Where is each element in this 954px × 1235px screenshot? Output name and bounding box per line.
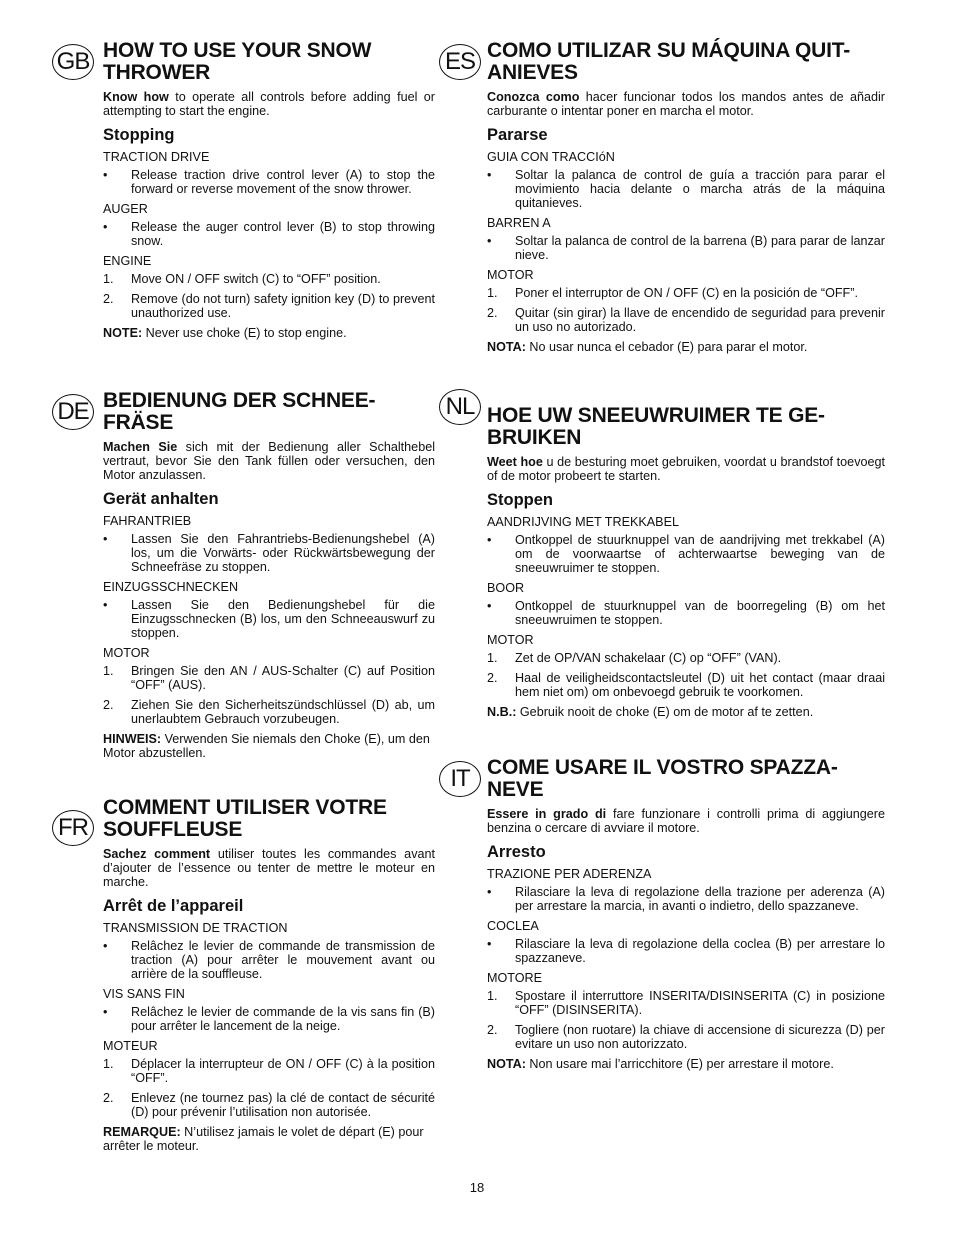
list-item: 1. Move ON / OFF switch (C) to “OFF” position. [103,272,381,286]
section-title: HOW TO USE YOUR SNOW THROWER [103,39,372,84]
intro-text: Essere in grado di fare funzionare i controlli prima di aggiungere benzina o cercare di avviare il motore. [487,807,885,835]
section-nl [445,393,885,719]
language-badge: GB [52,44,94,80]
list-item: 1. Déplacer la interrupteur de ON / OFF (C) à la position “OFF”. [103,1057,435,1085]
caption: EINZUGSSCHNECKEN [103,580,239,594]
list-item: 1. Zet de OP/VAN schakelaar (C) op “OFF” (VAN). [487,651,782,665]
list-item: 1. Poner el interruptor de ON / OFF (C) en la posición de “OFF”. [487,286,858,300]
language-badge: NL [439,389,481,425]
list-item: 2. Quitar (sin girar) la llave de encendido de seguridad para prevenir un uso no autorizado. [487,306,885,334]
subheading: Stoppen [487,491,553,509]
subheading: Pararse [487,126,548,144]
intro-text: Know how to operate all controls before adding fuel or attempting to start the engine. [103,90,435,118]
section-it [450,756,885,1071]
note: NOTA: Non usare mai l’arricchitore (E) per arrestare il motore. [487,1057,834,1071]
list-item: 2. Togliere (non ruotare) la chiave di accensione di sicurezza (D) per evitare un uso non autorizzato. [487,1023,885,1051]
list-item: 2. Enlevez (ne tournez pas) la clé de contact de sécurité (D) pour prévenir l’utilisation non autorisée. [103,1091,435,1119]
caption: BARREN A [487,216,551,230]
caption: GUIA CON TRACCIóN [487,150,615,164]
list-item: 1. Spostare il interruttore INSERITA/DISINSERITA (C) in posizione “OFF” (DISINSERITA). [487,989,885,1017]
section-title: COMO UTILIZAR SU MÁQUINA QUIT-ANIEVES [487,39,851,84]
caption: ENGINE [103,254,152,268]
list-item: • Rilasciare la leva di regolazione della trazione per aderenza (A) per arrestare la marcia, in avanti o indietro, dello spazzaneve. [487,885,885,913]
caption: MOTOR [103,646,150,660]
list-item: 1. Bringen Sie den AN / AUS-Schalter (C) auf Position “OFF” (AUS). [103,664,435,692]
list-item: • Relâchez le levier de commande de transmission de traction (A) pour arrêter le mouvement avant ou arrière de la souffleuse. [103,939,435,981]
language-badge: ES [439,44,481,80]
caption: AANDRIJVING MET TREKKABEL [487,515,679,529]
section-title: HOE UW SNEEUWRUIMER TE GE-BRUIKEN [487,404,825,449]
caption: TRANSMISSION DE TRACTION [103,921,288,935]
section-title: BEDIENUNG DER SCHNEE-FRÄSE [103,389,376,434]
section-fr [58,796,435,1153]
list-item: • Soltar la palanca de control de la barrena (B) para parar de lanzar nieve. [487,234,885,262]
list-item: • Release the auger control lever (B) to stop throwing snow. [103,220,435,248]
list-item: • Soltar la palanca de control de guía a tracción para parar el movimiento hacia delante o marcha atrás de la máquina quitanieves. [487,168,885,210]
subheading: Arrêt de l’appareil [103,897,244,915]
language-badge: FR [52,810,94,846]
list-item: 2. Ziehen Sie den Sicherheitszündschlüssel (D) ab, um unerlaubtem Gebrauch vorzubeugen. [103,698,435,726]
list-item: • Lassen Sie den Bedienungshebel für die Einzugsschnecken (B) los, um den Schneeauswurf zu stoppen. [103,598,435,640]
intro-text: Machen Sie sich mit der Bedienung aller Schalthebel vertraut, bevor Sie den Tank füllen oder versuchen, den Motor anzulassen. [103,440,435,482]
list-item: • Release traction drive control lever (A) to stop the forward or reverse movement of the snow thrower. [103,168,435,196]
caption: MOTOR [487,268,534,282]
caption: MOTORE [487,971,543,985]
section-title: COME USARE IL VOSTRO SPAZZA-NEVE [487,756,838,801]
caption: MOTOR [487,633,534,647]
section-title: COMMENT UTILISER VOTRE SOUFFLEUSE [103,796,387,841]
list-item: • Relâchez le levier de commande de la vis sans fin (B) pour arrêter le lancement de la neige. [103,1005,435,1033]
language-badge: IT [439,761,481,797]
caption: TRAZIONE PER ADERENZA [487,867,652,881]
section-de [57,389,435,760]
caption: AUGER [103,202,148,216]
page-number: 18 [469,1180,485,1195]
intro-text: Weet hoe u de besturing moet gebruiken, voordat u brandstof toevoegt of de motor probeert te starten. [487,455,885,483]
caption: TRACTION DRIVE [103,150,210,164]
section-es [444,39,885,354]
note: REMARQUE: N’utilisez jamais le volet de départ (E) pour arrêter le moteur. [103,1125,424,1153]
list-item: 2. Remove (do not turn) safety ignition key (D) to prevent unauthorized use. [103,292,435,320]
list-item: • Ontkoppel de stuurknuppel van de boorregeling (B) om het sneeuwruimen te stoppen. [487,599,885,627]
caption: FAHRANTRIEB [103,514,192,528]
list-item: • Ontkoppel de stuurknuppel van de aandrijving met trekkabel (A) om de voorwaartse of achterwaartse beweging van de sneeuwruimer te stoppen. [487,533,885,575]
caption: COCLEA [487,919,539,933]
subheading: Stopping [103,126,175,144]
list-item: 2. Haal de veiligheidscontactsleutel (D) uit het contact (maar draai hem niet om) om onbevoegd gebruik te voorkomen. [487,671,885,699]
note: HINWEIS: Verwenden Sie niemals den Choke (E), um den Motor abzustellen. [103,732,430,760]
list-item: • Rilasciare la leva di regolazione della coclea (B) per arrestare lo spazzaneve. [487,937,885,965]
list-item: • Lassen Sie den Fahrantriebs-Bedienungshebel (A) los, um die Vorwärts- oder Rückwärtsbewegung der Schneefräse zu stoppen. [103,532,435,574]
intro-text: Conozca como hacer funcionar todos los mandos antes de añadir carburante o intentar poner en marcha el motor. [487,90,885,118]
caption: BOOR [487,581,525,595]
language-badge: DE [52,394,94,430]
caption: VIS SANS FIN [103,987,185,1001]
note: NOTA: No usar nunca el cebador (E) para parar el motor. [487,340,808,354]
section-gb [56,39,435,340]
note: N.B.: Gebruik nooit de choke (E) om de motor af te zetten. [487,705,814,719]
subheading: Gerät anhalten [103,490,219,508]
subheading: Arresto [487,843,546,861]
note: NOTE: Never use choke (E) to stop engine. [103,326,347,340]
caption: MOTEUR [103,1039,158,1053]
intro-text: Sachez comment utiliser toutes les commandes avant d’ajouter de l’essence ou tenter de mettre le moteur en marche. [103,847,435,889]
